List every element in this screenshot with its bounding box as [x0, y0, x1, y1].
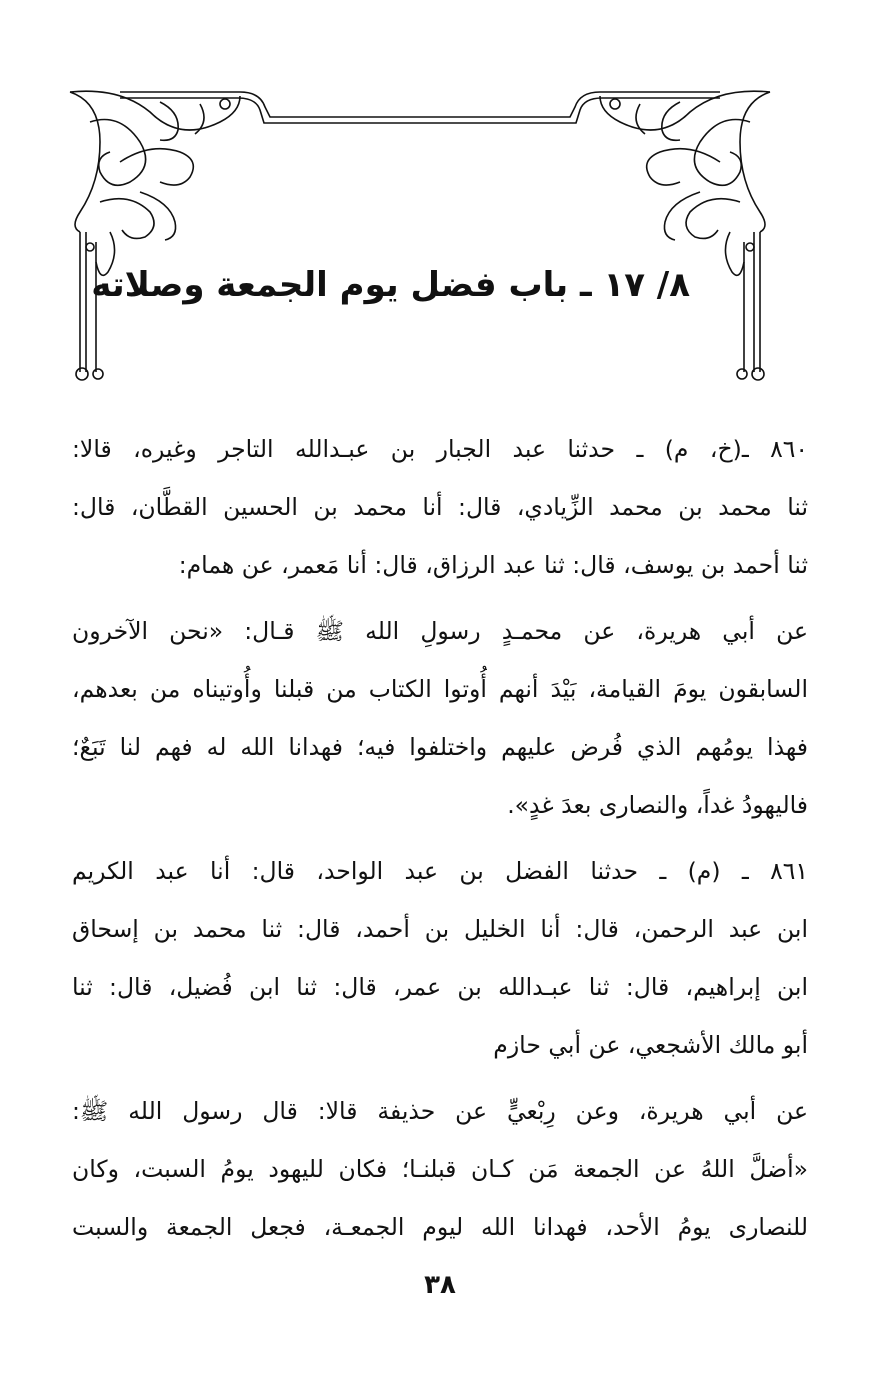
- text-line: عن أبي هريرة، وعن رِبْعيٍّ عن حذيفة قالا: قال رسول الله ﷺ:: [72, 1097, 808, 1125]
- text-line: عن أبي هريرة، عن محمـدٍ رسولِ الله ﷺ قـال: «نحن الآخرون: [72, 617, 808, 645]
- text-line: أبو مالك الأشجعي، عن أبي حازم: [493, 1031, 808, 1059]
- hadith-861-isnad: [72, 842, 808, 1074]
- page-number: ٣٨: [424, 1270, 456, 1300]
- hadith-861-matn: [72, 1082, 808, 1256]
- chapter-title: ٨/ ١٧ ـ باب فضل يوم الجمعة وصلاته: [91, 265, 690, 305]
- ornament-frame-icon: [60, 82, 780, 388]
- text-line: فهذا يومُهم الذي فُرض عليهم واختلفوا فيه؛ فهدانا الله له فهم لنا تَبَعٌ؛: [72, 733, 808, 761]
- chapter-ornamental-frame: [60, 82, 780, 388]
- document-body: [72, 420, 808, 1264]
- text-line: ابن عبد الرحمن، قال: أنا الخليل بن أحمد، قال: ثنا محمد بن إسحاق: [72, 915, 808, 943]
- text-line: فاليهودُ غداً، والنصارى بعدَ غدٍ».: [507, 791, 808, 819]
- hadith-860-isnad: [72, 420, 808, 594]
- text-line: للنصارى يومُ الأحد، فهدانا الله ليوم الجمعـة، فجعل الجمعة والسبت: [72, 1213, 808, 1241]
- hadith-860-matn: [72, 602, 808, 834]
- text-line: ثنا محمد بن محمد الزِّيادي، قال: أنا محمد بن الحسين القطَّان، قال:: [72, 493, 808, 521]
- text-line: «أضلَّ اللهُ عن الجمعة مَن كـان قبلنـا؛ فكان لليهود يومُ السبت، وكان: [72, 1155, 808, 1183]
- text-line: السابقون يومَ القيامة، بَيْدَ أنهم أُوتوا الكتاب من قبلنا وأُوتيناه من بعدهم،: [72, 675, 808, 703]
- text-line: ثنا أحمد بن يوسف، قال: ثنا عبد الرزاق، قال: أنا مَعمر، عن همام:: [178, 551, 808, 579]
- text-line: ٨٦١ ـ (م) ـ حدثنا الفضل بن عبد الواحد، قال: أنا عبد الكريم: [72, 857, 808, 885]
- text-line: ٨٦٠ ـ(خ، م) ـ حدثنا عبد الجبار بن عبـدالله التاجر وغيره، قالا:: [72, 435, 808, 463]
- text-line: ابن إبراهيم، قال: ثنا عبـدالله بن عمر، قال: ثنا ابن فُضيل، قال: ثنا: [72, 973, 808, 1001]
